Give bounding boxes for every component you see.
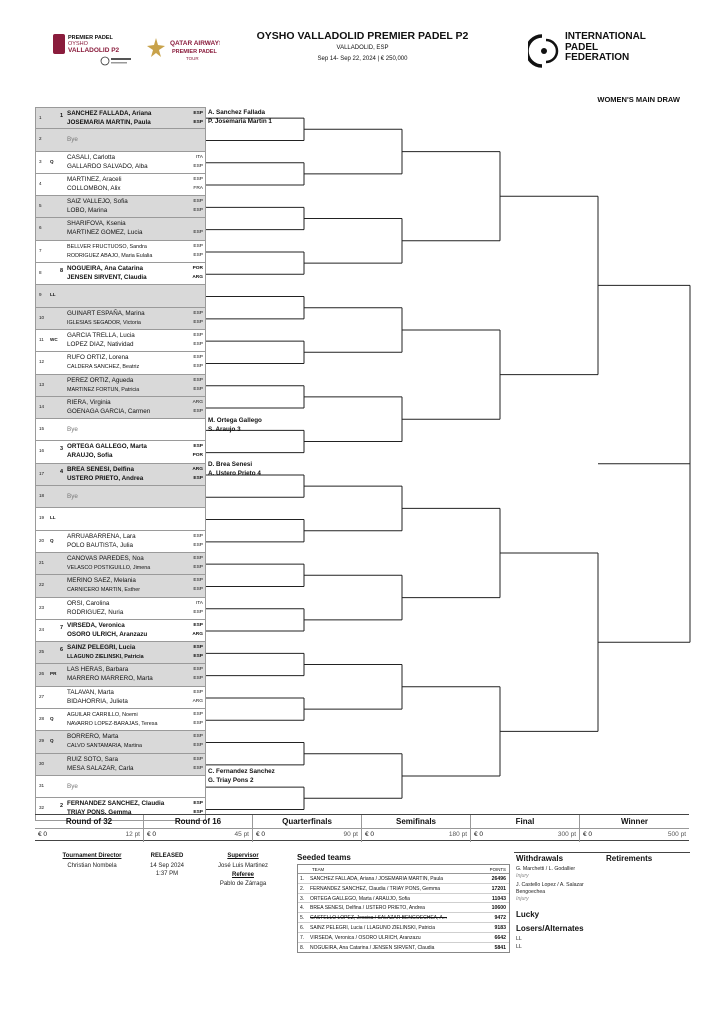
slot-number: 29: [39, 738, 45, 744]
player-1-name: ARRUABARRENA, Lara: [67, 532, 136, 540]
player-1-name: GUINART ESPAÑA, Marina: [67, 309, 145, 317]
player-1-name: CANOVAS PAREDES, Noa: [67, 554, 144, 562]
seed-team: ORTEGA GALLEGO, Marta / ARAUJO, Sofia: [310, 895, 410, 902]
referee-name: Pablo de Zárraga: [219, 881, 267, 887]
seed-number: 1: [60, 113, 64, 119]
player-1-nation: ESP: [193, 555, 203, 561]
slot-number: 5: [39, 203, 42, 209]
slot-number: 13: [39, 381, 45, 387]
round-points: 45 pt: [234, 831, 249, 838]
slot-number: 7: [39, 247, 42, 253]
seeded-row: [298, 903, 509, 913]
released-date: 14 Sep 2024: [149, 863, 185, 869]
player-2-name: BIDAHORRIA, Julieta: [67, 697, 128, 705]
seed-team: VIRSEDA, Veronica / OSORO ULRICH, Aranzazu: [310, 934, 421, 941]
logo-mid-line-2: PREMIER PADEL: [172, 49, 217, 55]
player-1-nation: ESP: [193, 533, 203, 539]
player-2-nation: ESP: [193, 341, 203, 347]
player-2-name: MESA SALAZAR, Carla: [67, 764, 134, 772]
player-1-name: MERINO SAEZ, Melania: [67, 577, 136, 585]
round-prize: € 0: [147, 831, 157, 838]
seeded-row: [298, 884, 509, 894]
round-name: Quarterfinals: [282, 817, 332, 826]
player-1-name: SAIZ VALLEJO, Sofia: [67, 198, 128, 206]
player-1-nation: ESP: [193, 578, 203, 584]
draw-slot: [35, 776, 206, 798]
seed-points: 11043: [491, 895, 506, 902]
player-2-nation: FRA: [193, 185, 203, 191]
seeded-header-row: [298, 865, 509, 874]
player-2-name: LOPEZ DIAZ, Natividad: [67, 340, 134, 348]
entry-status-tag: PR: [50, 671, 57, 677]
player-2-name: USTERO PRIETO, Andrea: [67, 474, 144, 482]
player-1-name: RUFO ORTIZ, Lorena: [67, 354, 129, 362]
slot-number: 10: [39, 314, 45, 320]
ipf-line-2: PADEL: [565, 41, 599, 53]
round-name: Round of 16: [174, 817, 222, 826]
draw-slot: [35, 598, 206, 620]
round-points: 500 pt: [667, 831, 686, 838]
slot-number: 24: [39, 626, 45, 632]
advanced-line-2: A. Ustero Prieto 4: [208, 470, 261, 477]
logo-left-line-2: OYSHO: [68, 41, 88, 47]
player-1-nation: ESP: [193, 689, 203, 695]
logo-left-line-1: PREMIER PADEL: [68, 35, 113, 41]
seed-rank: 2.: [300, 885, 305, 892]
player-2-name: CALDERA SANCHEZ, Beatriz: [67, 364, 140, 371]
player-1-nation: ESP: [193, 712, 203, 718]
seed-points: 26496: [491, 876, 506, 882]
advanced-team-4: [208, 767, 275, 785]
player-1-name: AGUILAR CARRILLO, Noemi: [67, 712, 138, 719]
player-2-nation: ESP: [193, 386, 203, 392]
director-name: Christian Nombela: [67, 863, 117, 869]
slot-number: 12: [39, 359, 45, 365]
retirements-title: Retirements: [606, 854, 653, 863]
logo-mid-line-1: QATAR AIRWAYS: [170, 40, 220, 47]
slot-number: 3: [39, 158, 42, 164]
slot-number: 27: [39, 693, 45, 699]
draw-slot: [35, 441, 206, 463]
player-1-name: NOGUEIRA, Ana Catarina: [67, 265, 144, 273]
round-points: 180 pt: [448, 831, 467, 838]
player-2-name: RODRIGUEZ, Nuria: [67, 608, 124, 616]
supervisor-label: Supervisor: [227, 853, 259, 859]
seed-rank: 8.: [300, 944, 305, 951]
draw-slot: [35, 642, 206, 664]
player-1-nation: ESP: [193, 645, 203, 651]
player-1-name: BORRERO, Marta: [67, 733, 119, 741]
player-2-nation: ESP: [193, 252, 203, 258]
withdrawal-1-name: G. Marchetti / L. Godallier: [516, 866, 576, 872]
entry-status-tag: Q: [50, 537, 54, 543]
slot-number: 23: [39, 604, 45, 610]
advanced-line-1: M. Ortega Gallego: [208, 417, 262, 424]
side-info-rule: [514, 852, 690, 853]
advanced-line-2: S. Araujo 3: [208, 426, 241, 433]
player-1-nation: ARG: [192, 399, 203, 405]
draw-slot: [35, 731, 206, 753]
lucky-title: Lucky: [516, 910, 540, 919]
player-1-nation: POR: [192, 266, 203, 272]
seed-rank: 1.: [300, 876, 305, 882]
player-2-name: ARAUJO, Sofia: [67, 452, 113, 460]
director-label: Tournament Director: [62, 853, 122, 859]
player-2-nation: ESP: [193, 609, 203, 615]
player-2-nation: ESP: [193, 743, 203, 749]
player-1-nation: ESP: [193, 734, 203, 740]
advanced-line-2: G. Triay Pons 2: [208, 777, 254, 784]
round-name: Semifinals: [395, 817, 436, 826]
seed-team: NOGUEIRA, Ana Catarina / JENSEN SIRVENT, Claudia: [310, 944, 435, 951]
draw-slot: [35, 620, 206, 642]
advanced-team-3: [208, 460, 261, 478]
draw-slot: [35, 375, 206, 397]
released-block: [137, 853, 197, 877]
seed-rank: 6.: [300, 924, 305, 931]
seed-rank: 7.: [300, 934, 305, 941]
player-1-name: BELLVER FRUCTUOSO, Sandra: [67, 243, 147, 250]
seed-number: 6: [60, 647, 64, 654]
advanced-line-1: A. Sanchez Fallada: [208, 109, 266, 116]
withdrawal-2-name: J. Castello Lopez / A. Salazar Bengoechea: [516, 882, 584, 895]
player-2-nation: ARG: [192, 698, 203, 704]
player-2-name: LLAGUNO ZIELINSKI, Patricia: [67, 654, 144, 661]
draw-slot: [35, 263, 206, 285]
player-2-name: JOSEMARIA MARTIN, Paula: [67, 119, 151, 126]
player-2-name: LOBO, Marina: [67, 207, 108, 215]
entry-status-tag: WC: [50, 336, 58, 342]
draw-slot: [35, 285, 206, 307]
slot-number: 28: [39, 716, 45, 722]
qatar-premier-padel-logo: [146, 36, 220, 64]
player-1-name: FERNANDEZ SANCHEZ, Claudia: [67, 800, 165, 808]
seed-team: BREA SENESI, Delfina / USTERO PRIETO, Andrea: [310, 905, 425, 912]
slot-number: 15: [39, 426, 45, 432]
slot-number: 31: [39, 782, 45, 788]
player-1-nation: ESP: [193, 199, 203, 205]
player-2-name: MARTINEZ GOMEZ, Lucia: [67, 229, 143, 237]
player-2-nation: ESP: [193, 230, 203, 236]
seeded-row: [298, 943, 509, 953]
entry-status-tag: LL: [50, 515, 56, 521]
draw-slot: [35, 174, 206, 196]
slot-number: 8: [39, 270, 42, 276]
seeded-col-team: TEAM: [312, 867, 325, 872]
seeded-table: [297, 864, 510, 953]
player-1-nation: ESP: [193, 756, 203, 762]
player-1-nation: ESP: [193, 377, 203, 383]
player-1-name: SAINZ PELEGRI, Lucia: [67, 644, 136, 652]
seeded-row: [298, 874, 509, 884]
advanced-team-2: [208, 416, 262, 434]
slot-number: 14: [39, 403, 45, 409]
draw-slot: [35, 196, 206, 218]
seed-rank: 5.: [300, 915, 305, 922]
entry-list: [35, 107, 206, 821]
player-1-nation: ESP: [193, 176, 203, 182]
player-1-name: SANCHEZ FALLADA, Ariana: [67, 110, 152, 117]
player-1-nation: ESP: [193, 310, 203, 316]
seed-number: 4: [60, 468, 64, 475]
bye-label: Bye: [67, 136, 78, 144]
slot-number: 19: [39, 515, 45, 521]
seed-points: 17201: [491, 885, 506, 892]
ipf-line-1: INTERNATIONAL: [565, 31, 646, 42]
draw-slot: [35, 107, 206, 129]
player-2-name: GALLARDO SALVADO, Alba: [67, 162, 148, 170]
ipf-line-3: FEDERATION: [565, 52, 630, 63]
slot-number: 9: [39, 292, 42, 298]
slot-number: 18: [39, 493, 45, 499]
player-1-name: RUIZ SOTO, Sara: [67, 755, 118, 763]
released-label: RELEASED: [150, 853, 184, 859]
player-2-name: JENSEN SIRVENT, Claudia: [67, 274, 147, 282]
player-1-nation: ARG: [192, 466, 203, 472]
round-prize: € 0: [365, 831, 375, 838]
player-1-name: MARTINEZ, Araceli: [67, 175, 122, 183]
seed-number: 3: [60, 446, 64, 453]
withdrawal-1-reason: Injury: [516, 873, 529, 879]
seed-points: 9183: [494, 924, 506, 931]
draw-slot: [35, 531, 206, 553]
logo-left-line-3: VALLADOLID P2: [68, 47, 120, 54]
player-2-nation: ESP: [193, 654, 203, 660]
draw-slot: [35, 330, 206, 352]
entry-status-tag: LL: [50, 292, 56, 298]
tournament-city: VALLADOLID, ESP: [336, 45, 389, 51]
player-2-name: OSORO ULRICH, Aranzazu: [67, 630, 148, 638]
player-2-nation: ESP: [193, 587, 203, 593]
player-1-nation: ESP: [193, 801, 203, 807]
draw-slot: [35, 129, 206, 151]
slot-number: 1: [39, 115, 42, 120]
player-1-nation: ITA: [195, 600, 203, 606]
seed-points: 5841: [494, 944, 506, 951]
player-1-name: TALAVAN, Marta: [67, 688, 114, 696]
round-prize: € 0: [583, 831, 593, 838]
bye-label: Bye: [67, 493, 78, 501]
player-1-nation: ESP: [193, 667, 203, 673]
player-2-nation: ESP: [193, 810, 203, 816]
advanced-team-1: [208, 108, 272, 126]
player-2-nation: ESP: [193, 765, 203, 771]
player-2-nation: ESP: [193, 120, 203, 125]
slot-number: 6: [39, 225, 42, 231]
player-2-nation: ESP: [193, 364, 203, 370]
player-2-nation: ESP: [193, 163, 203, 169]
slot-number: 11: [39, 336, 44, 342]
player-2-name: TRIAY PONS, Gemma: [67, 809, 132, 817]
draw-slot: [35, 419, 206, 441]
seeded-title: Seeded teams: [297, 853, 351, 862]
rounds-divider: [35, 828, 689, 829]
slot-number: 25: [39, 649, 45, 655]
player-2-name: VELASCO POSTIGUILLO, Jimena: [67, 564, 151, 571]
player-1-name: RIERA, Virginia: [67, 398, 111, 406]
seed-rank: 4.: [300, 905, 305, 912]
player-1-name: LAS HERAS, Barbara: [67, 666, 129, 674]
seeded-row: [298, 923, 509, 933]
seed-team: SAINZ PELEGRI, Lucia / LLAGUNO ZIELINSKI, Patricia: [310, 924, 436, 931]
draw-slot: [35, 464, 206, 486]
slot-number: 26: [39, 671, 45, 677]
seed-rank: 3.: [300, 895, 305, 902]
round-name: Winner: [620, 817, 649, 826]
player-2-name: GOENAGA GARCIA, Carmen: [67, 407, 151, 415]
slot-number: 16: [39, 448, 45, 454]
player-2-name: CALVO SANTAMARIA, Martina: [67, 743, 142, 750]
draw-slot: [35, 687, 206, 709]
draw-name: WOMEN'S MAIN DRAW: [597, 95, 680, 104]
loser-item: LL: [516, 936, 522, 942]
entry-status-tag: Q: [50, 716, 54, 722]
draw-slot: [35, 709, 206, 731]
seed-team: FERNANDEZ SANCHEZ, Claudia / TRIAY PONS, Gemma: [310, 885, 441, 892]
player-2-nation: ARG: [192, 631, 203, 637]
round-prize: € 0: [38, 831, 48, 838]
seed-points: 10600: [491, 905, 506, 912]
entry-status-tag: Q: [50, 158, 54, 164]
valladolid-p2-logo: [52, 30, 138, 70]
seeded-row: [298, 933, 509, 943]
slot-number: 21: [39, 559, 45, 565]
seeded-row: [298, 913, 509, 923]
seeded-col-points: POINTS: [489, 867, 506, 872]
draw-slot: [35, 486, 206, 508]
round-prize: € 0: [256, 831, 266, 838]
player-2-name: CARNICERO MARTIN, Esther: [67, 587, 140, 594]
player-1-name: GARCIA TRELLA, Lucia: [67, 331, 135, 339]
supervisor-name: José Luis Martinez: [217, 863, 269, 869]
losers-title: Losers/Alternates: [516, 924, 584, 933]
draw-slot: [35, 218, 206, 240]
supervisor-block: [208, 853, 278, 887]
draw-slot: [35, 308, 206, 330]
slot-number: 22: [39, 582, 45, 588]
player-1-nation: ITA: [195, 154, 203, 160]
player-1-nation: ESP: [193, 444, 203, 450]
ipf-logo: [528, 32, 648, 72]
round-points: 12 pt: [125, 831, 140, 838]
player-1-name: ORTEGA GALLEGO, Marta: [67, 443, 147, 451]
player-2-nation: ESP: [193, 721, 203, 727]
released-time: 1:37 PM: [155, 871, 179, 877]
player-2-nation: ESP: [193, 319, 203, 325]
bye-label: Bye: [67, 782, 78, 790]
player-1-name: ORSI, Carolina: [67, 599, 110, 607]
advanced-line-2: P. Josemaria Martin 1: [208, 118, 272, 125]
player-2-name: NAVARRO LOPEZ-BARAJAS, Teresa: [67, 721, 158, 728]
player-2-name: IGLESIAS SEGADOR, Victoria: [67, 319, 141, 326]
player-1-nation: ESP: [193, 243, 203, 249]
tournament-dates: Sep 14- Sep 22, 2024 | € 250,000: [317, 56, 408, 62]
seeded-teams: [297, 853, 510, 953]
draw-slot: [35, 553, 206, 575]
entry-status-tag: Q: [50, 738, 54, 744]
seed-team: CASTELLO LOPEZ, Jessica / SALAZAR BENGOECHEA, A...: [310, 915, 447, 922]
seed-number: 7: [60, 624, 64, 631]
player-1-name: PEREZ ORTIZ, Agueda: [67, 376, 134, 384]
draw-slot: [35, 352, 206, 374]
slot-number: 17: [39, 470, 45, 476]
round-name: Final: [515, 817, 535, 826]
seed-number: 2: [60, 803, 64, 810]
draw-slot: [35, 152, 206, 174]
round-name: Round of 32: [65, 817, 113, 826]
seed-points: 9472: [494, 915, 506, 922]
slot-number: 20: [39, 537, 45, 543]
withdrawals-title: Withdrawals: [516, 854, 564, 863]
loser-item: LL: [516, 944, 522, 950]
slot-number: 2: [39, 136, 42, 142]
seed-number: 8: [60, 268, 64, 275]
player-1-name: CASALI, Carlotta: [67, 153, 115, 161]
player-2-name: MARTINEZ FORTUN, Patricia: [67, 386, 140, 393]
referee-label: Referee: [231, 872, 254, 878]
draw-slot: [35, 397, 206, 419]
player-1-nation: ESP: [193, 332, 203, 338]
bye-label: Bye: [67, 426, 78, 434]
slot-number: 32: [39, 805, 45, 811]
player-1-nation: ESP: [193, 355, 203, 361]
player-2-nation: ESP: [193, 564, 203, 570]
seed-team: SANCHEZ FALLADA, Ariana / JOSEMARIA MARTIN, Paula: [310, 876, 444, 882]
player-1-nation: ESP: [193, 111, 203, 116]
player-2-nation: ESP: [193, 475, 203, 481]
tournament-title: OYSHO VALLADOLID PREMIER PADEL P2: [256, 30, 469, 42]
player-2-nation: ESP: [193, 676, 203, 682]
advanced-line-1: C. Fernandez Sanchez: [208, 768, 275, 775]
player-2-nation: ESP: [193, 542, 203, 548]
logo-mid-line-3: TOUR: [186, 56, 199, 61]
advanced-line-1: D. Brea Senesi: [208, 461, 253, 468]
player-2-nation: ARG: [192, 275, 203, 281]
player-1-nation: ESP: [193, 622, 203, 628]
round-prize: € 0: [474, 831, 484, 838]
seed-points: 6642: [494, 934, 506, 941]
draw-slot: [35, 664, 206, 686]
player-2-name: COLLOMBON, Alix: [67, 184, 121, 192]
player-2-name: POLO BAUTISTA, Julia: [67, 541, 134, 549]
slot-number: 30: [39, 760, 45, 766]
slot-number: 4: [39, 180, 42, 186]
tournament-director-block: [47, 853, 137, 869]
player-1-name: VIRSEDA, Veronica: [67, 621, 125, 629]
draw-slot: [35, 754, 206, 776]
player-2-nation: ESP: [193, 408, 203, 414]
round-points: 300 pt: [557, 831, 576, 838]
round-points: 90 pt: [343, 831, 358, 838]
player-2-name: RODRIGUEZ ABAJO, Maria Eulalia: [67, 252, 153, 259]
player-2-nation: POR: [192, 453, 203, 459]
player-1-name: SHARIFOVA, Ksenia: [67, 220, 126, 228]
withdrawal-2-reason: Injury: [516, 896, 529, 902]
seeded-row: [298, 894, 509, 904]
draw-slot: [35, 241, 206, 263]
rounds-table: [35, 814, 689, 841]
draw-slot: [35, 508, 206, 530]
draw-slot: [35, 575, 206, 597]
player-1-name: BREA SENESI, Delfina: [67, 465, 134, 473]
player-2-name: MARRERO MARRERO, Marta: [67, 675, 153, 683]
player-2-nation: ESP: [193, 208, 203, 214]
